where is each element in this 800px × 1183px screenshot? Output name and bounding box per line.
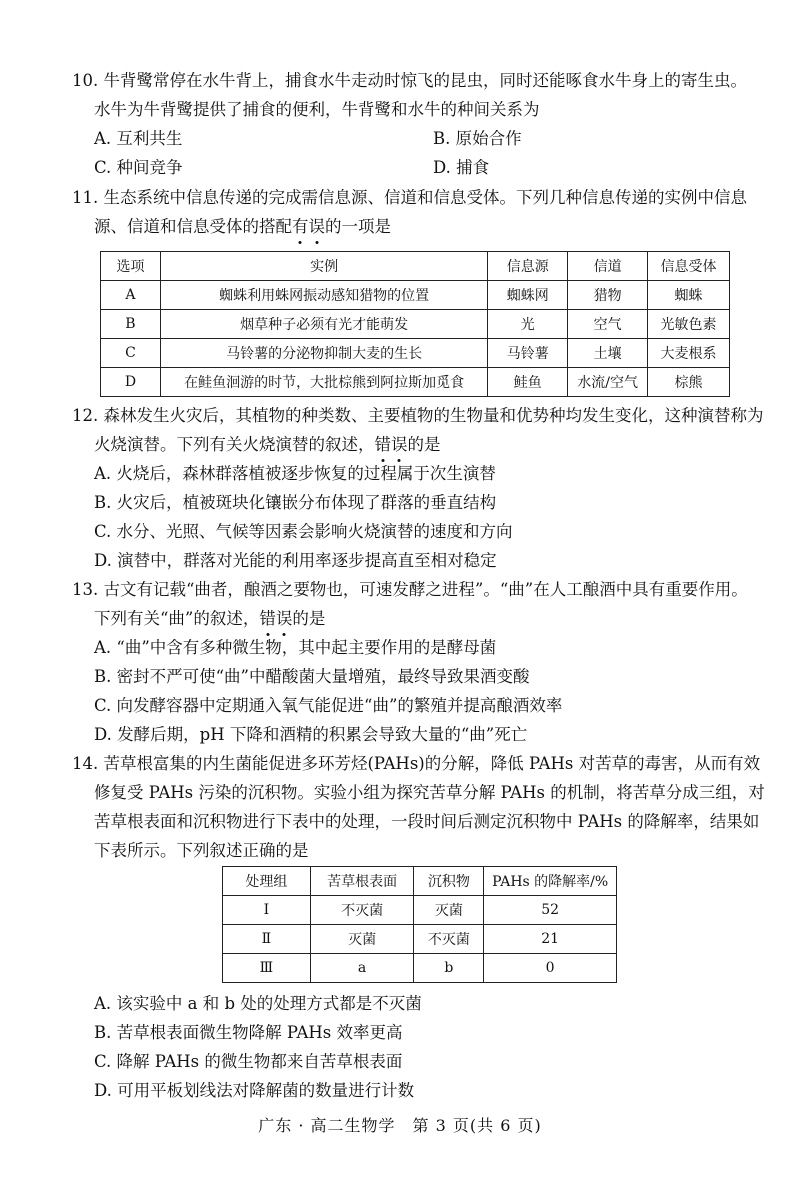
q13-emphasis-2: 误 <box>276 604 293 633</box>
table-cell: 光 <box>488 310 568 339</box>
table-cell: Ⅰ <box>223 896 311 925</box>
q12-option-b: B. 火灾后，植被斑块化镶嵌分布体现了群落的垂直结构 <box>94 493 497 512</box>
table-cell: 鲑鱼 <box>488 368 568 397</box>
q11-header-cell: 信道 <box>568 252 648 281</box>
table-cell: Ⅱ <box>223 925 311 954</box>
q10-option-b: B. 原始合作 <box>433 129 522 148</box>
q12-option-d: D. 演替中，群落对光能的利用率逐步提高直至相对稳定 <box>94 551 497 570</box>
table-cell: 蜘蛛利用蛛网振动感知猎物的位置 <box>160 281 487 310</box>
q10-option-c: C. 种间竞争 <box>94 158 183 177</box>
q11-stem-pre: 源、信道和信息受体的搭配 <box>94 217 292 236</box>
table-row <box>101 310 730 339</box>
table-cell: 52 <box>484 896 617 925</box>
q13-option-d: D. 发酵后期，pH 下降和酒精的积累会导致大量的“曲”死亡 <box>94 725 528 744</box>
q10-option-d: D. 捕食 <box>433 158 490 177</box>
q13-stem-post: 的是 <box>292 609 326 628</box>
table-cell: 马铃薯 <box>488 339 568 368</box>
q14-stem-line2: 修复受 PAHs 污染的沉积物。实验小组为探究苦草分解 PAHs 的机制，将苦草分成三组，对 <box>94 783 765 802</box>
q12-emphasis-1: 错 <box>375 430 392 459</box>
q14-stem-line4: 下表所示。下列叙述正确的是 <box>94 841 309 860</box>
q11-stem-line2 <box>72 212 772 241</box>
q14-header-cell: 苦草根表面 <box>310 867 414 896</box>
question-10 <box>72 66 772 182</box>
question-14 <box>72 749 772 865</box>
table-cell: Ⅲ <box>223 954 311 983</box>
q12-stem-post: 的是 <box>407 435 441 454</box>
question-12 <box>72 401 772 575</box>
table-row <box>223 954 617 983</box>
table-cell: 0 <box>484 954 617 983</box>
table-cell: 棕熊 <box>648 368 730 397</box>
table-cell: 21 <box>484 925 617 954</box>
q12-stem-line1: 12. 森林发生火灾后，其植物的种类数、主要植物的生物量和优势种均发生变化，这种演替称为 <box>72 406 764 425</box>
q14-table-header <box>223 867 617 896</box>
q13-stem-pre: 下列有关“曲”的叙述， <box>94 609 260 628</box>
q12-stem-pre: 火烧演替。下列有关火烧演替的叙述， <box>94 435 375 454</box>
table-cell: 空气 <box>568 310 648 339</box>
q12-option-a: A. 火烧后，森林群落植被逐步恢复的过程属于次生演替 <box>94 464 496 483</box>
table-cell: 灭菌 <box>310 925 414 954</box>
table-row <box>101 368 730 397</box>
table-cell: 在鲑鱼洄游的时节，大批棕熊到阿拉斯加觅食 <box>160 368 487 397</box>
q14-header-cell: 处理组 <box>223 867 311 896</box>
q13-stem-line2 <box>72 604 772 633</box>
q14-option-b: B. 苦草根表面微生物降解 PAHs 效率更高 <box>94 1023 403 1042</box>
q14-option-a: A. 该实验中 a 和 b 处的处理方式都是不灭菌 <box>94 994 422 1013</box>
table-cell: 蜘蛛网 <box>488 281 568 310</box>
table-cell: 烟草种子必须有光才能萌发 <box>160 310 487 339</box>
q14-stem-line3: 苦草根表面和沉积物进行下表中的处理，一段时间后测定沉积物中 PAHs 的降解率，结果如 <box>94 812 760 831</box>
table-cell: 大麦根系 <box>648 339 730 368</box>
q11-header-cell: 选项 <box>101 252 161 281</box>
table-cell: 不灭菌 <box>414 925 484 954</box>
table-cell: 水流/空气 <box>568 368 648 397</box>
table-row <box>101 281 730 310</box>
table-cell: B <box>101 310 161 339</box>
question-13 <box>72 575 772 749</box>
q11-header-cell: 信息源 <box>488 252 568 281</box>
q14-option-c: C. 降解 PAHs 的微生物都来自苦草根表面 <box>94 1052 403 1071</box>
table-row <box>223 896 617 925</box>
q12-emphasis-2: 误 <box>391 430 408 459</box>
q13-emphasis-1: 错 <box>259 604 276 633</box>
q13-stem-line1: 13. 古文有记载“曲者，酿酒之要物也，可速发酵之进程”。“曲”在人工酿酒中具有重要作用。 <box>72 580 748 599</box>
table-cell: 猎物 <box>568 281 648 310</box>
table-cell: A <box>101 281 161 310</box>
q14-option-d: D. 可用平板划线法对降解菌的数量进行计数 <box>94 1081 415 1100</box>
q10-option-a: A. 互利共生 <box>94 129 183 148</box>
table-cell: 马铃薯的分泌物抑制大麦的生长 <box>160 339 487 368</box>
q11-header-cell: 实例 <box>160 252 487 281</box>
q11-header-cell: 信息受体 <box>648 252 730 281</box>
table-cell: C <box>101 339 161 368</box>
q11-emphasis-1: 有 <box>292 212 309 241</box>
table-cell: 不灭菌 <box>310 896 414 925</box>
q14-stem-line1: 14. 苦草根富集的内生菌能促进多环芳烃(PAHs)的分解，降低 PAHs 对苦草的毒害，从而有效 <box>72 754 761 773</box>
q12-stem-line2 <box>72 430 772 459</box>
q10-stem-line1: 10. 牛背鹭常停在水牛背上，捕食水牛走动时惊飞的昆虫，同时还能啄食水牛身上的寄生虫。 <box>72 71 747 90</box>
question-11 <box>72 183 772 241</box>
q14-header-cell: PAHs 的降解率/% <box>484 867 617 896</box>
q11-table-header <box>101 252 730 281</box>
q11-stem-post: 的一项是 <box>325 217 391 236</box>
page-footer: 广东 · 高二生物学 第 3 页(共 6 页) <box>258 1116 542 1135</box>
table-row <box>223 925 617 954</box>
table-cell: 灭菌 <box>414 896 484 925</box>
q11-emphasis-2: 误 <box>309 212 326 241</box>
q11-stem-line1: 11. 生态系统中信息传递的完成需信息源、信道和信息受体。下列几种信息传递的实例中信息 <box>72 188 747 207</box>
table-cell: b <box>414 954 484 983</box>
table-cell: 光敏色素 <box>648 310 730 339</box>
q13-option-c: C. 向发酵容器中定期通入氧气能促进“曲”的繁殖并提高酿酒效率 <box>94 696 563 715</box>
table-row <box>101 339 730 368</box>
q14-header-cell: 沉积物 <box>414 867 484 896</box>
q14-options <box>72 989 772 1105</box>
q11-table <box>100 251 730 397</box>
table-cell: D <box>101 368 161 397</box>
q13-option-b: B. 密封不严可使“曲”中醋酸菌大量增殖，最终导致果酒变酸 <box>94 667 530 686</box>
q13-option-a: A. “曲”中含有多种微生物，其中起主要作用的是酵母菌 <box>94 638 497 657</box>
q14-table <box>222 866 617 983</box>
q12-option-c: C. 水分、光照、气候等因素会影响火烧演替的速度和方向 <box>94 522 513 541</box>
table-cell: a <box>310 954 414 983</box>
table-cell: 蜘蛛 <box>648 281 730 310</box>
q10-stem-line2: 水牛为牛背鹭提供了捕食的便利，牛背鹭和水牛的种间关系为 <box>94 100 540 119</box>
table-cell: 土壤 <box>568 339 648 368</box>
